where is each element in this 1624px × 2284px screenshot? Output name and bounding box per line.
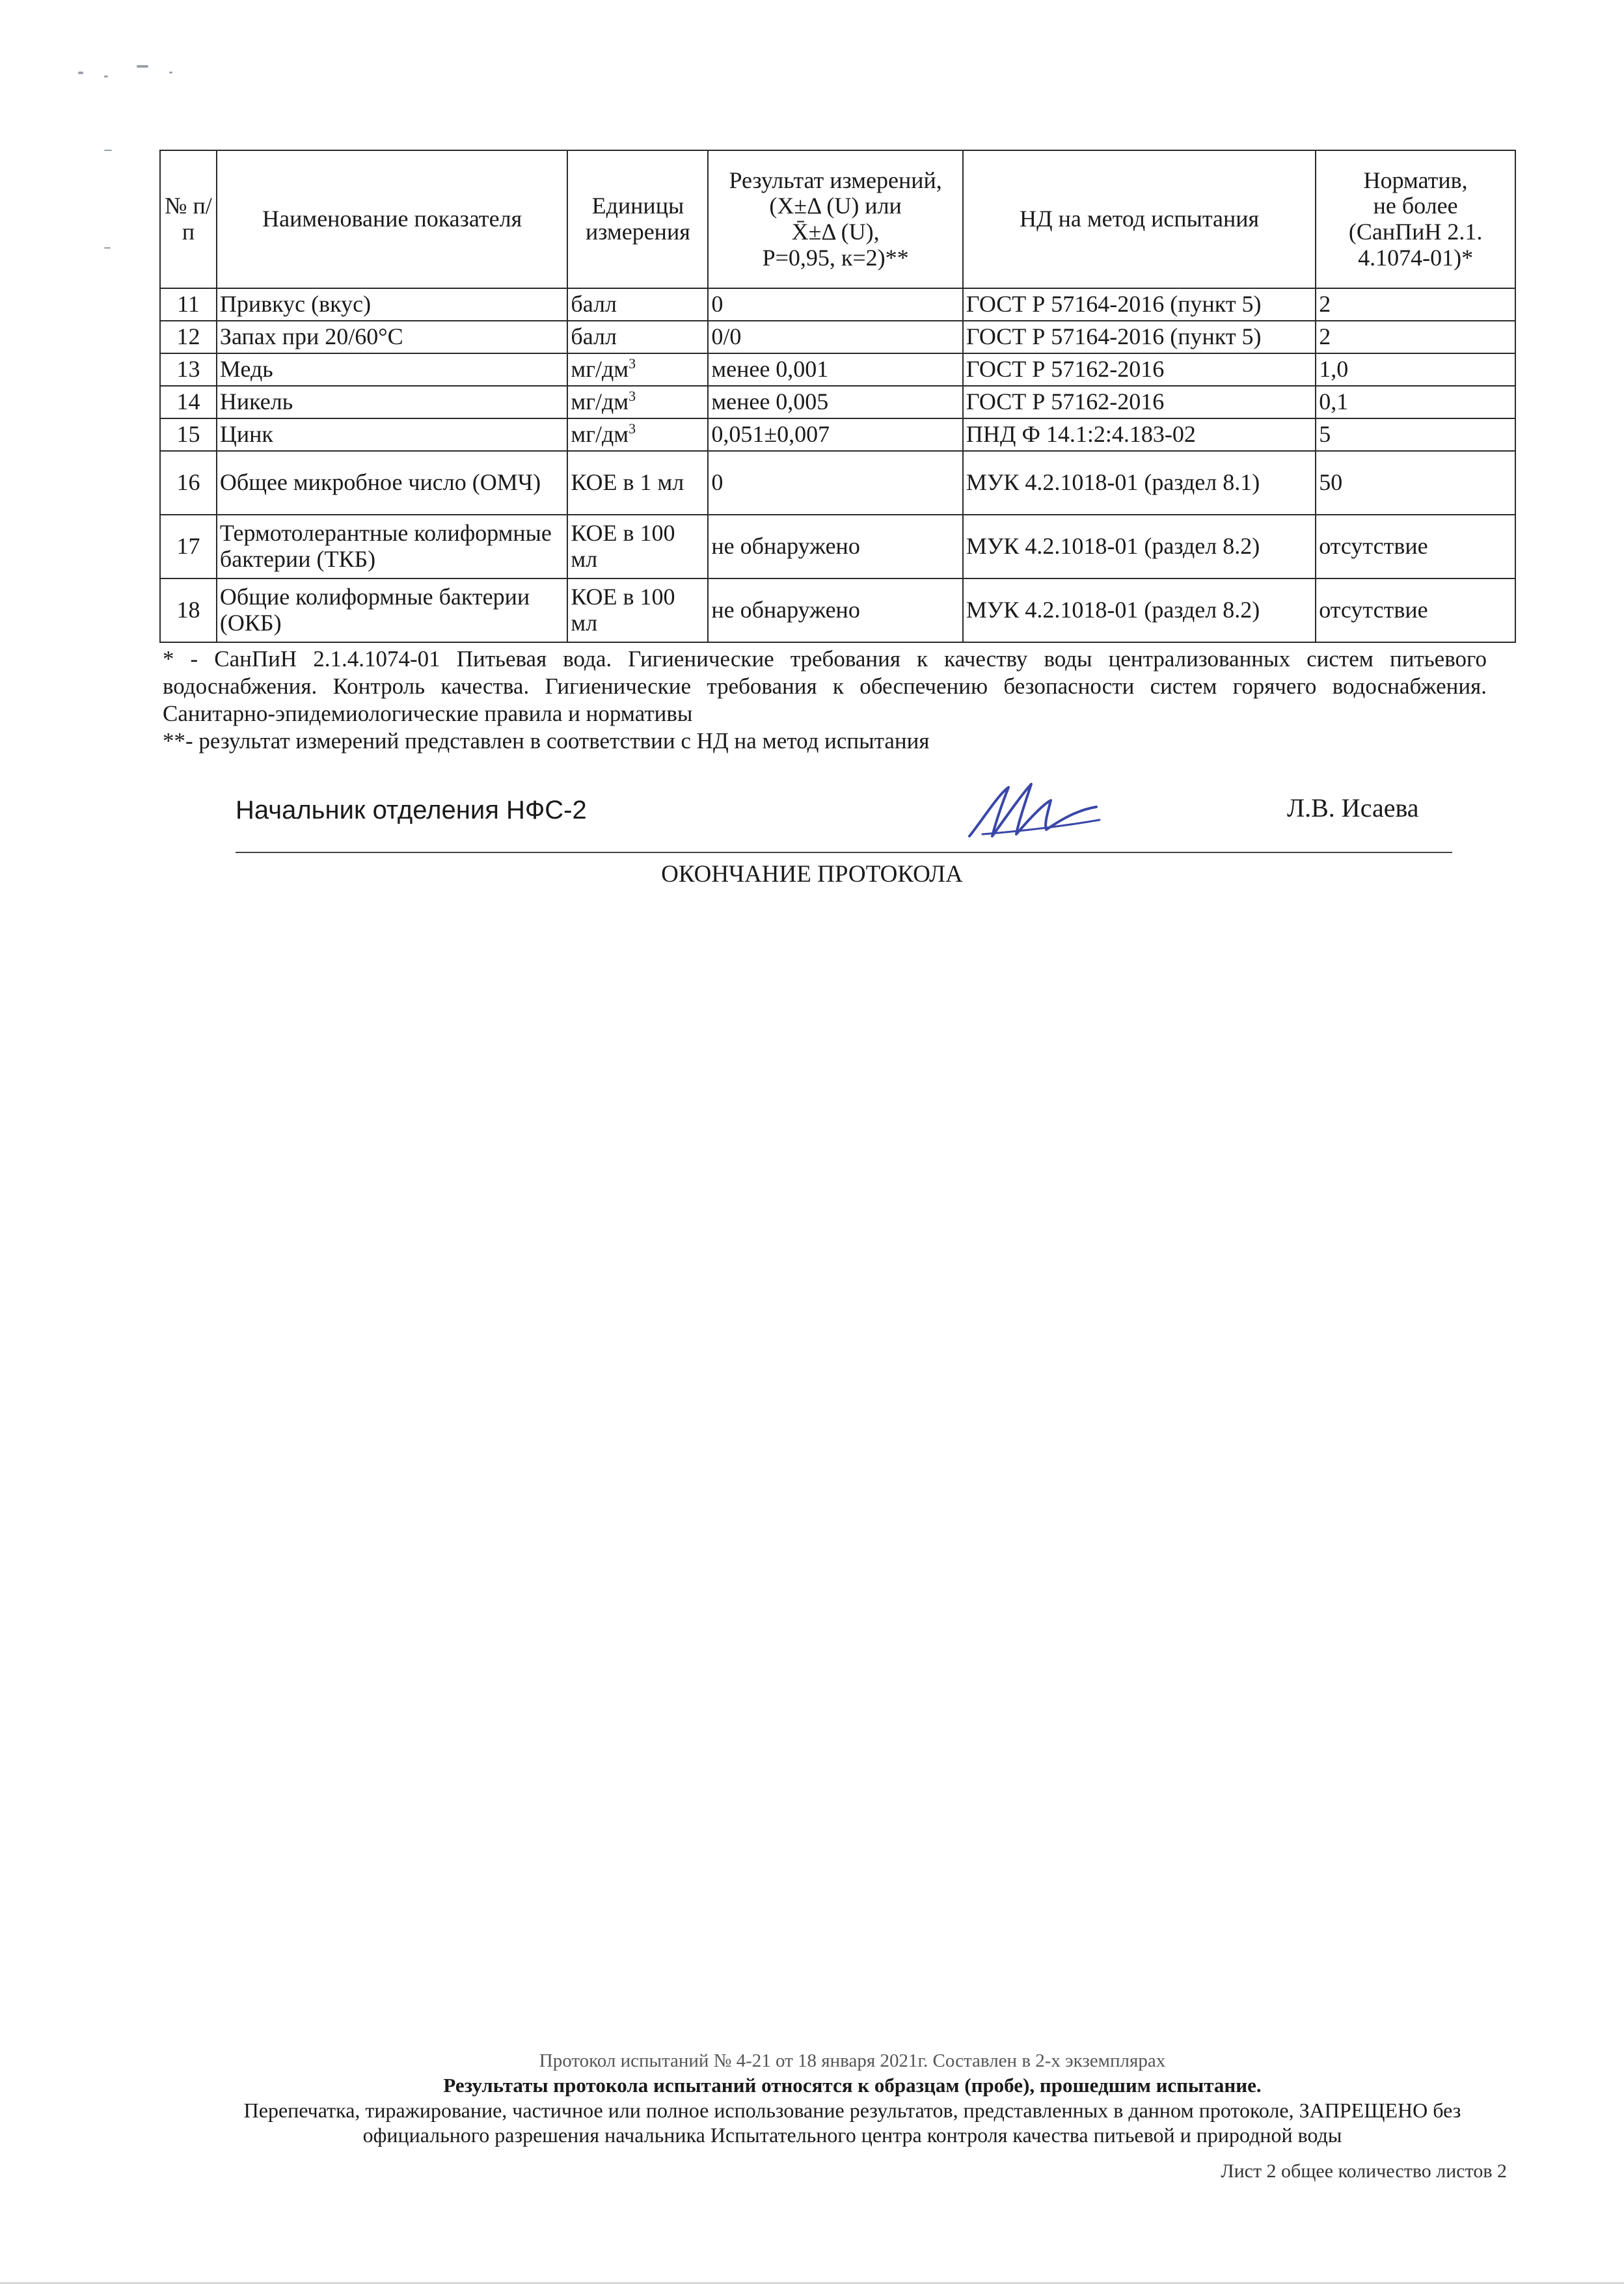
signatory-title: Начальник отделения НФС-2 (236, 796, 587, 824)
unit-sup: 3 (629, 420, 636, 437)
row-norm: 2 (1316, 288, 1515, 321)
unit-text: КОЕ в 100 мл (571, 520, 675, 572)
table-row (160, 288, 1515, 321)
row-num: 17 (160, 515, 217, 578)
row-unit (567, 451, 708, 515)
header-norm (1316, 150, 1515, 288)
row-result: менее 0,001 (708, 353, 963, 386)
unit-text: КОЕ в 1 мл (571, 469, 684, 496)
row-unit (567, 288, 708, 321)
row-name: Термотолерантные колиформные бактерии (ТКБ) (217, 515, 568, 578)
header-norm-line: (СанПиН 2.1. (1348, 219, 1483, 245)
row-name: Медь (217, 353, 568, 386)
unit-sup: 3 (629, 355, 636, 372)
header-method: НД на метод испытания (963, 150, 1316, 288)
row-name: Запах при 20/60°С (217, 321, 568, 353)
row-method: ГОСТ Р 57164-2016 (пункт 5) (963, 288, 1316, 321)
row-unit (567, 386, 708, 418)
row-norm: 5 (1316, 418, 1515, 451)
row-norm: отсутствие (1316, 515, 1515, 578)
header-result (708, 150, 963, 288)
row-name: Общие колиформные бактерии (ОКБ) (217, 578, 568, 642)
table-row (160, 386, 1515, 418)
row-method: ГОСТ Р 57162-2016 (963, 353, 1316, 386)
sheet-counter: Лист 2 общее количество листов 2 (1221, 2160, 1507, 2182)
table-row (160, 451, 1515, 515)
table-row (160, 353, 1515, 386)
row-norm: 0,1 (1316, 386, 1515, 418)
unit-text: мг/дм (571, 421, 629, 448)
row-unit (567, 418, 708, 451)
header-num: № п/п (160, 150, 217, 288)
row-norm: 1,0 (1316, 353, 1515, 386)
signatory-name: Л.В. Исаева (1287, 793, 1419, 823)
table-row (160, 418, 1515, 451)
row-num: 13 (160, 353, 217, 386)
footer-results-note: Результаты протокола испытаний относятся к образцам (пробе), прошедшим испытание. (443, 2074, 1262, 2097)
row-method: ГОСТ Р 57162-2016 (963, 386, 1316, 418)
unit-text: балл (571, 291, 617, 318)
header-norm-line: не более (1373, 193, 1458, 219)
header-result-line: Результат измерений, (729, 167, 942, 193)
protocol-end-title: ОКОНЧАНИЕ ПРОТОКОЛА (661, 861, 963, 888)
header-norm-line: Норматив, (1363, 167, 1468, 193)
unit-text: КОЕ в 100 мл (571, 584, 675, 636)
row-num: 14 (160, 386, 217, 418)
footnote-result: **- результат измерений представлен в соответствии с НД на метод испытания (163, 728, 930, 754)
unit-sup: 3 (629, 388, 636, 405)
row-norm: 2 (1316, 321, 1515, 353)
results-table (159, 150, 1516, 643)
row-num: 11 (160, 288, 217, 321)
footnote-sanpin: * - СанПиН 2.1.4.1074-01 Питьевая вода. Гигиенические требования к качеству воды централизованных систем питьевого водоснабжения. Контроль качества. Гигиенические требования к обеспечению безопасности систем горячего водоснабжения. Санитарно-эпидемиологические правила и нормативы (163, 646, 1487, 726)
header-norm-line: 4.1074-01)* (1358, 244, 1474, 271)
page-footer (208, 2048, 1496, 2147)
unit-text: балл (571, 323, 617, 350)
table-header-row (160, 150, 1515, 288)
row-method: МУК 4.2.1018-01 (раздел 8.2) (963, 578, 1316, 642)
table-row (160, 515, 1515, 578)
footnotes (163, 646, 1487, 755)
row-num: 16 (160, 451, 217, 515)
unit-text: мг/дм (571, 388, 629, 415)
row-method: МУК 4.2.1018-01 (раздел 8.1) (963, 451, 1316, 515)
footer-copyright-note: Перепечатка, тиражирование, частичное или полное использование результатов, представленных в данном протоколе, ЗАПРЕЩЕНО без официального разрешения начальника Испытательного центра контроля качества питьевой и природной воды (243, 2099, 1461, 2147)
divider-line (236, 852, 1452, 853)
row-result: не обнаружено (708, 578, 963, 642)
row-name: Цинк (217, 418, 568, 451)
row-method: ПНД Ф 14.1:2:4.183-02 (963, 418, 1316, 451)
header-result-line: Р=0,95, к=2)** (762, 244, 909, 271)
row-unit (567, 578, 708, 642)
row-norm: отсутствие (1316, 578, 1515, 642)
table-row (160, 321, 1515, 353)
row-unit (567, 321, 708, 353)
header-result-line: (Х±Δ (U) или (769, 193, 902, 219)
row-result: 0,051±0,007 (708, 418, 963, 451)
row-result: менее 0,005 (708, 386, 963, 418)
row-name: Привкус (вкус) (217, 288, 568, 321)
footer-protocol-info: Протокол испытаний № 4-21 от 18 января 2021г. Составлен в 2-х экземплярах (539, 2050, 1166, 2071)
row-norm: 50 (1316, 451, 1515, 515)
row-result: 0 (708, 451, 963, 515)
row-unit (567, 353, 708, 386)
row-num: 18 (160, 578, 217, 642)
row-num: 15 (160, 418, 217, 451)
header-result-line: X̄±Δ (U), (791, 219, 880, 245)
row-method: МУК 4.2.1018-01 (раздел 8.2) (963, 515, 1316, 578)
row-result: 0/0 (708, 321, 963, 353)
row-unit (567, 515, 708, 578)
header-unit: Единицы измерения (567, 150, 708, 288)
row-result: не обнаружено (708, 515, 963, 578)
row-result: 0 (708, 288, 963, 321)
row-name: Общее микробное число (ОМЧ) (217, 451, 568, 515)
row-name: Никель (217, 386, 568, 418)
table-row (160, 578, 1515, 642)
unit-text: мг/дм (571, 356, 629, 383)
handwritten-signature (963, 774, 1106, 846)
row-num: 12 (160, 321, 217, 353)
header-name: Наименование показателя (217, 150, 568, 288)
row-method: ГОСТ Р 57164-2016 (пункт 5) (963, 321, 1316, 353)
